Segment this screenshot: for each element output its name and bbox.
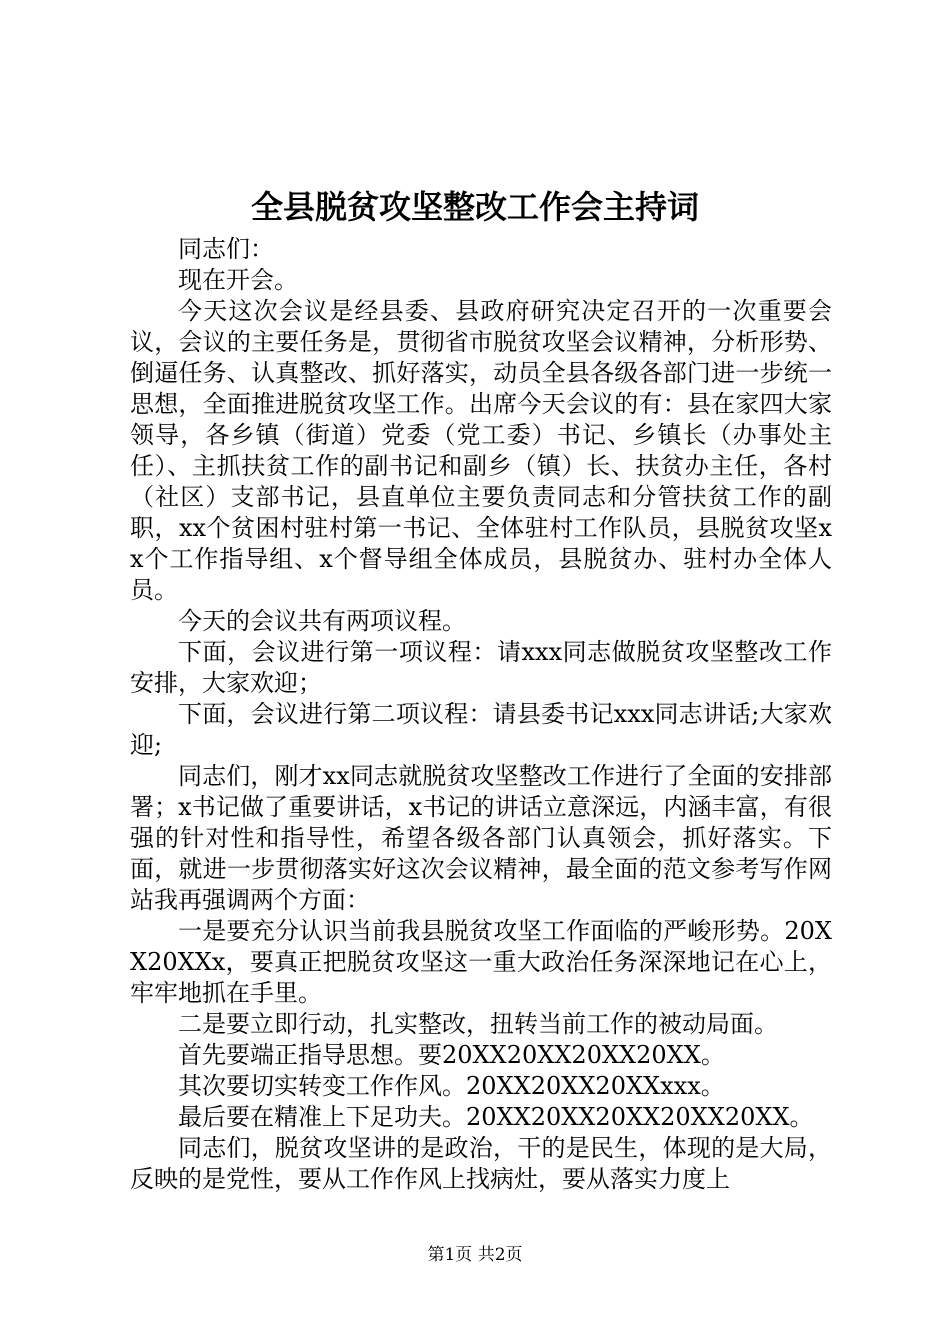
paragraph-closing: 同志们，脱贫攻坚讲的是政治，干的是民生，体现的是大局，反映的是党性，要从工作作风上找病灶，要从落实力度上	[130, 1134, 832, 1193]
paragraph-summary: 同志们，刚才xx同志就脱贫攻坚整改工作进行了全面的安排部署；x书记做了重要讲话，x书记的讲话立意深远，内涵丰富，有很强的针对性和指导性，希望各级各部门认真领会，抓好落实。下面，就进一步贯彻落实好这次会议精神，最全面的范文参考写作网站我再强调两个方面：	[130, 762, 832, 914]
paragraph-second: 其次要切实转变工作作风。20XX20XX20XXxxx。	[178, 1072, 725, 1100]
paragraph-opening: 现在开会。	[178, 266, 298, 294]
page-number: 第1页 共2页	[427, 1245, 523, 1265]
paragraph-point-2: 二是要立即行动，扎实整改，扭转当前工作的被动局面。	[178, 1010, 778, 1038]
paragraph-meeting-purpose: 今天这次会议是经县委、县政府研究决定召开的一次重要会议，会议的主要任务是，贯彻省市脱贫攻坚会议精神，分析形势、倒逼任务、认真整改、抓好落实，动员全县各级各部门进一步统一思想，全面推进脱贫攻坚工作。出席今天会议的有：县在家四大家领导，各乡镇（街道）党委（党工委）书记、乡镇长（办事处主任）、主抓扶贫工作的副书记和副乡（镇）长、扶贫办主任，各村（社区）支部书记，县直单位主要负责同志和分管扶贫工作的副职，xx个贫困村驻村第一书记、全体驻村工作队员，县脱贫攻坚xx个工作指导组、x个督导组全体成员，县脱贫办、驻村办全体人员。	[130, 297, 832, 604]
paragraph-last: 最后要在精准上下足功夫。20XX20XX20XX20XX20XX。	[178, 1103, 814, 1131]
paragraph-agenda-count: 今天的会议共有两项议程。	[178, 607, 466, 635]
document-body	[130, 234, 832, 1195]
paragraph-agenda-item-1: 下面，会议进行第一项议程：请xxx同志做脱贫攻坚整改工作安排，大家欢迎；	[130, 638, 832, 697]
paragraph-greeting: 同志们：	[178, 235, 274, 263]
paragraph-point-1: 一是要充分认识当前我县脱贫攻坚工作面临的严峻形势。20XX20XXx，要真正把脱贫攻坚这一重大政治任务深深地记在心上，牢牢地抓在手里。	[130, 917, 832, 1007]
paragraph-first: 首先要端正指导思想。要20XX20XX20XX20XX。	[178, 1041, 725, 1069]
document-title: 全县脱贫攻坚整改工作会主持词	[250, 188, 699, 226]
paragraph-agenda-item-2: 下面，会议进行第二项议程：请县委书记xxx同志讲话;大家欢迎;	[130, 700, 832, 759]
